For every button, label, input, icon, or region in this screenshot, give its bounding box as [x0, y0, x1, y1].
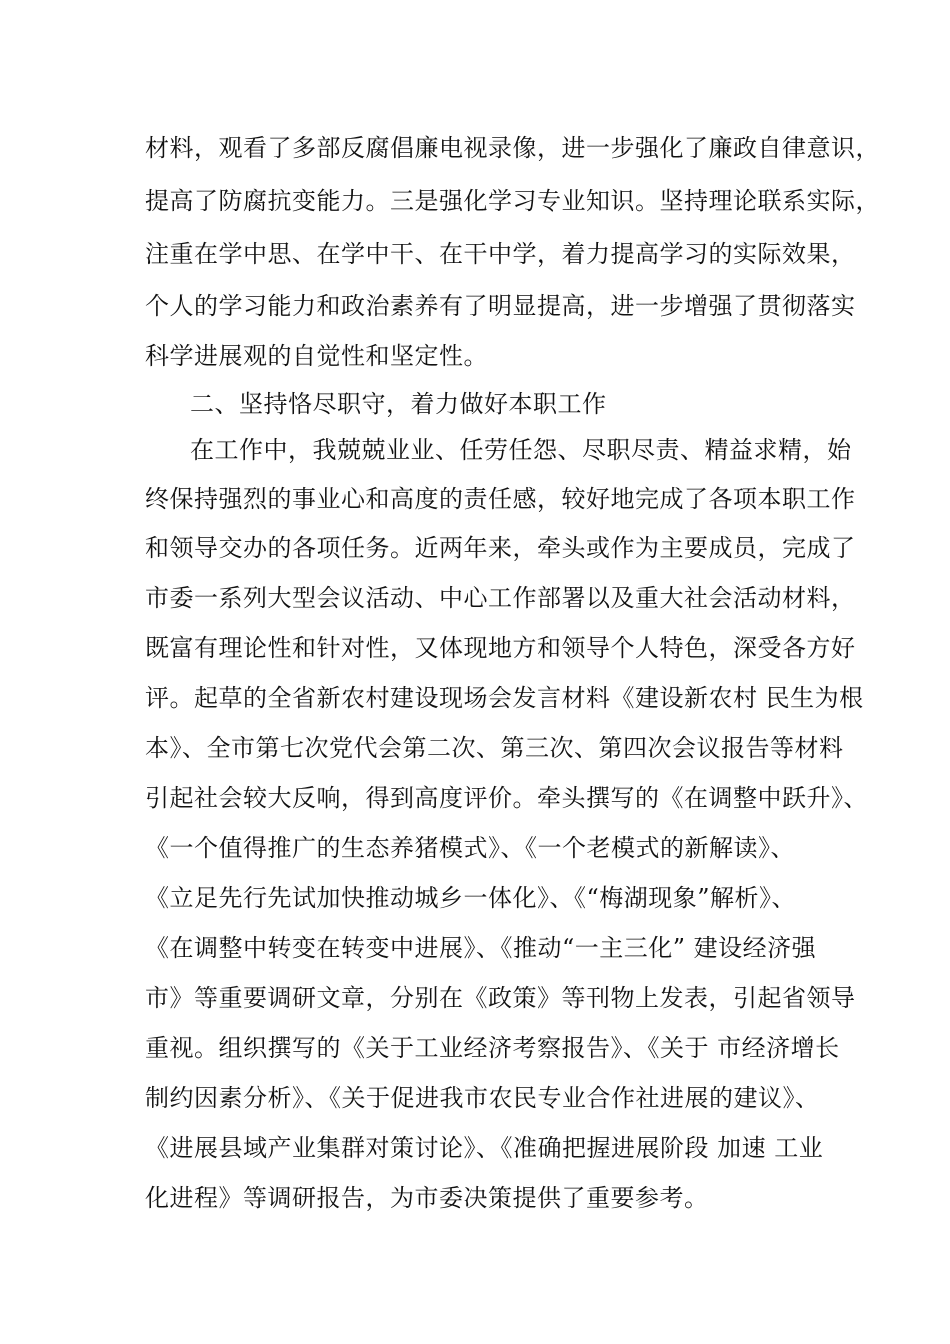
- body-text-line: 引起社会较大反响，得到高度评价。牵头撰写的《在调整中跃升》、: [145, 784, 868, 812]
- body-text-line: 本》、全市第七次党代会第二次、第三次、第四次会议报告等材料: [145, 734, 844, 762]
- body-text-line: 《进展县域产业集群对策讨论》、《准确把握进展阶段 加速 工业: [145, 1134, 824, 1162]
- body-text-line: 科学进展观的自觉性和坚定性。: [145, 342, 488, 370]
- section-heading: 二、坚持恪尽职守，着力做好本职工作: [190, 390, 607, 418]
- body-text-line: 《一个值得推广的生态养猪模式》、《一个老模式的新解读》、: [145, 834, 795, 862]
- body-text-line: 评。起草的全省新农村建设现场会发言材料《建设新农村 民生为根: [145, 684, 864, 712]
- body-text-line: 《立足先行先试加快推动城乡一体化》、《“梅湖现象”解析》、: [145, 884, 797, 912]
- body-text-line: 《在调整中转变在转变中进展》、《推动“一主三化” 建设经济强: [145, 934, 817, 962]
- body-text-line: 终保持强烈的事业心和高度的责任感，较好地完成了各项本职工作: [145, 485, 856, 513]
- body-text-line: 材料，观看了多部反腐倡廉电视录像，进一步强化了廉政自律意识，: [145, 134, 880, 162]
- body-text-line: 市》等重要调研文章，分别在《政策》等刊物上发表，引起省领导: [145, 984, 856, 1012]
- body-text-line: 既富有理论性和针对性，又体现地方和领导个人特色，深受各方好: [145, 634, 856, 662]
- body-text-line: 提高了防腐抗变能力。三是强化学习专业知识。坚持理论联系实际，: [145, 187, 880, 215]
- body-text-line: 制约因素分析》、《关于促进我市农民专业合作社进展的建议》、: [145, 1084, 820, 1112]
- body-text-line: 个人的学习能力和政治素养有了明显提高，进一步增强了贯彻落实: [145, 292, 856, 320]
- body-text-line: 注重在学中思、在学中干、在干中学，着力提高学习的实际效果，: [145, 240, 856, 268]
- body-text-line: 市委一系列大型会议活动、中心工作部署以及重大社会活动材料，: [145, 584, 856, 612]
- body-text-line: 和领导交办的各项任务。近两年来，牵头或作为主要成员，完成了: [145, 534, 856, 562]
- body-text-line: 在工作中，我兢兢业业、任劳任怨、尽职尽责、精益求精，始: [190, 436, 852, 464]
- body-text-line: 化进程》等调研报告，为市委决策提供了重要参考。: [145, 1184, 709, 1212]
- body-text-line: 重视。组织撰写的《关于工业经济考察报告》、《关于 市经济增长: [145, 1034, 840, 1062]
